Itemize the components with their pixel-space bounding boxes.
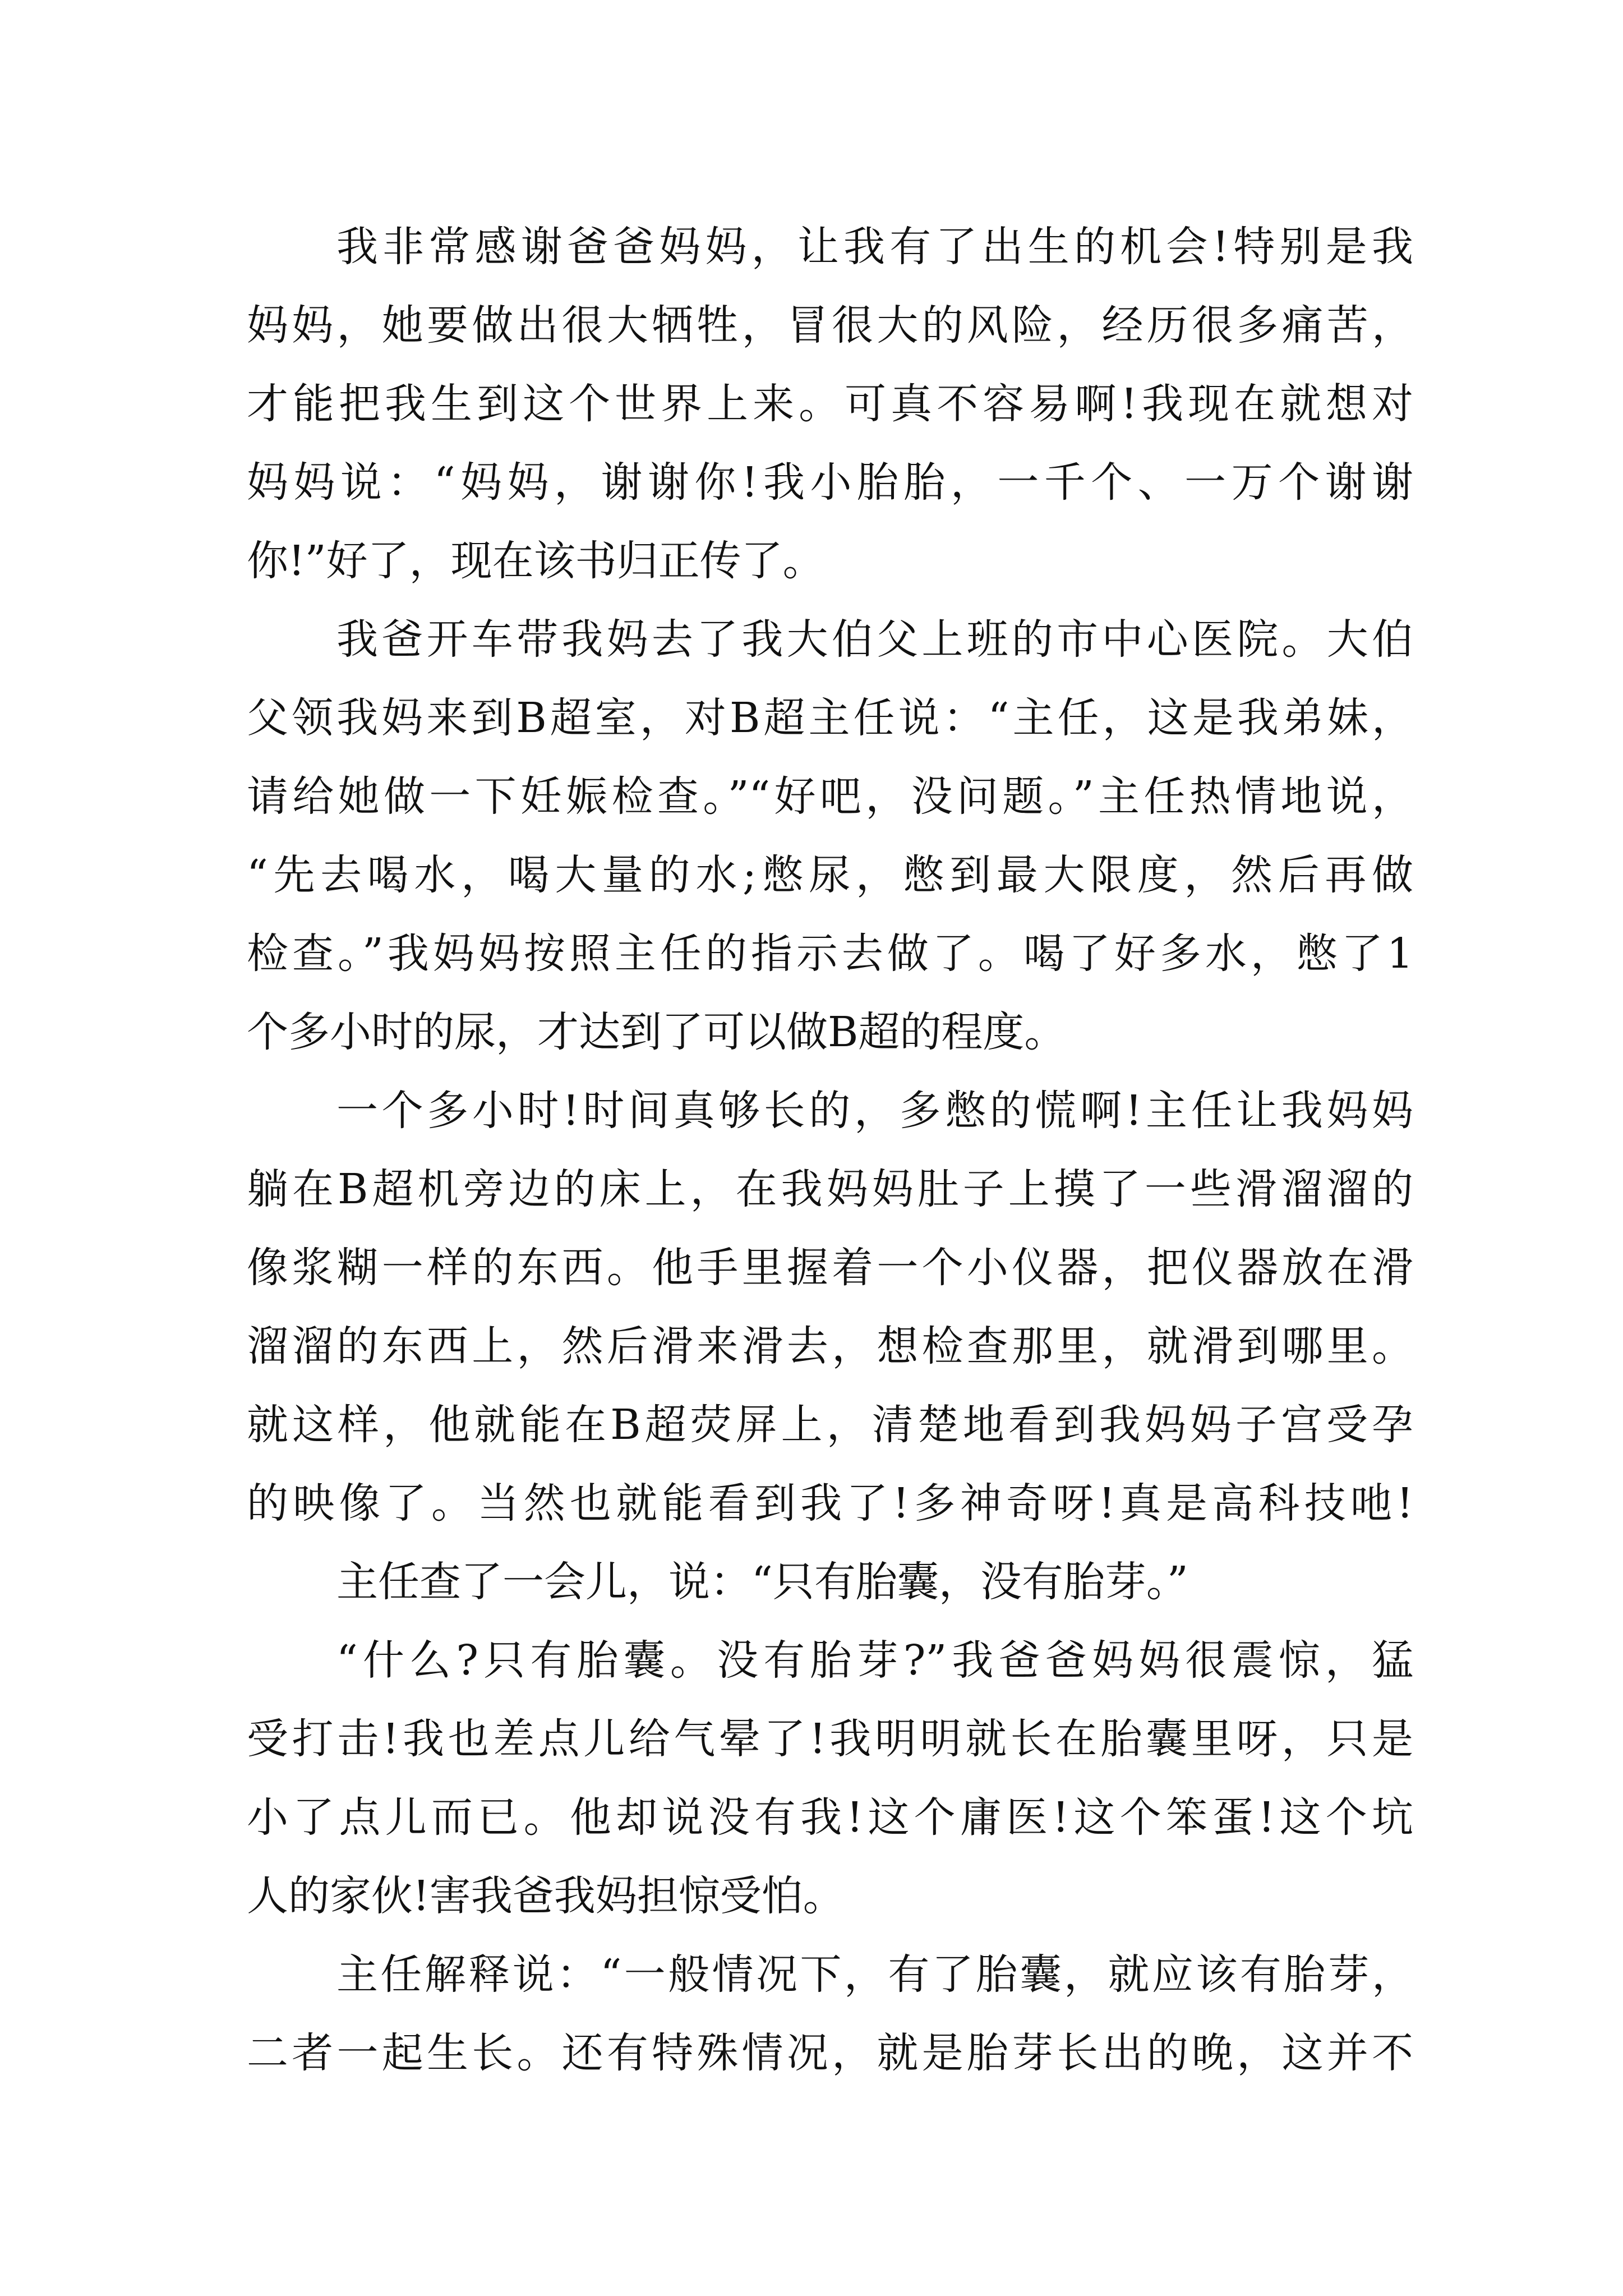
text-line: 个多小时的尿，才达到了可以做B超的程度。 xyxy=(247,1008,1066,1056)
text-line: 才能把我生到这个世界上来。可真不容易啊!我现在就想对 xyxy=(247,380,1413,428)
text-line: 溜溜的东西上，然后滑来滑去，想检查那里，就滑到哪里。 xyxy=(247,1322,1413,1370)
text-line: 我爸开车带我妈去了我大伯父上班的市中心医院。大伯 xyxy=(336,615,1413,664)
text-line: 像浆糊一样的东西。他手里握着一个小仪器，把仪器放在滑 xyxy=(247,1244,1413,1292)
text-line: 主任查了一会儿，说：“只有胎囊，没有胎芽。” xyxy=(336,1558,1188,1606)
text-line: 受打击!我也差点儿给气晕了!我明明就长在胎囊里呀，只是 xyxy=(247,1715,1413,1763)
text-line: 小了点儿而已。他却说没有我!这个庸医!这个笨蛋!这个坑 xyxy=(247,1793,1413,1842)
text-line: 检查。”我妈妈按照主任的指示去做了。喝了好多水，憋了1 xyxy=(247,930,1413,978)
body-text xyxy=(247,208,1413,2092)
text-line: 就这样，他就能在B超荧屏上，清楚地看到我妈妈子宫受孕 xyxy=(247,1401,1413,1449)
text-line: 妈妈说：“妈妈，谢谢你!我小胎胎，一千个、一万个谢谢 xyxy=(247,458,1413,507)
text-line: 我非常感谢爸爸妈妈，让我有了出生的机会!特别是我 xyxy=(336,223,1413,271)
text-line: 的映像了。当然也就能看到我了!多神奇呀!真是高科技吔! xyxy=(247,1479,1413,1527)
text-line: 妈妈，她要做出很大牺牲，冒很大的风险，经历很多痛苦， xyxy=(247,301,1413,349)
text-line: “先去喝水，喝大量的水;憋尿，憋到最大限度，然后再做 xyxy=(247,851,1413,899)
text-line: 请给她做一下妊娠检查。”“好吧，没问题。”主任热情地说， xyxy=(247,772,1413,821)
text-line: 主任解释说：“一般情况下，有了胎囊，就应该有胎芽， xyxy=(336,1950,1413,1999)
text-line: “什么?只有胎囊。没有胎芽?”我爸爸妈妈很震惊，猛 xyxy=(336,1636,1413,1685)
text-line: 你!”好了，现在该书归正传了。 xyxy=(247,537,824,585)
text-line: 一个多小时!时间真够长的，多憋的慌啊!主任让我妈妈 xyxy=(336,1087,1413,1135)
text-line: 二者一起生长。还有特殊情况，就是胎芽长出的晚，这并不 xyxy=(247,2029,1413,2077)
text-line: 人的家伙!害我爸我妈担惊受怕。 xyxy=(247,1872,845,1920)
text-line: 父领我妈来到B超室，对B超主任说：“主任，这是我弟妹， xyxy=(247,694,1413,742)
text-line: 躺在B超机旁边的床上，在我妈妈肚子上摸了一些滑溜溜的 xyxy=(247,1165,1413,1213)
